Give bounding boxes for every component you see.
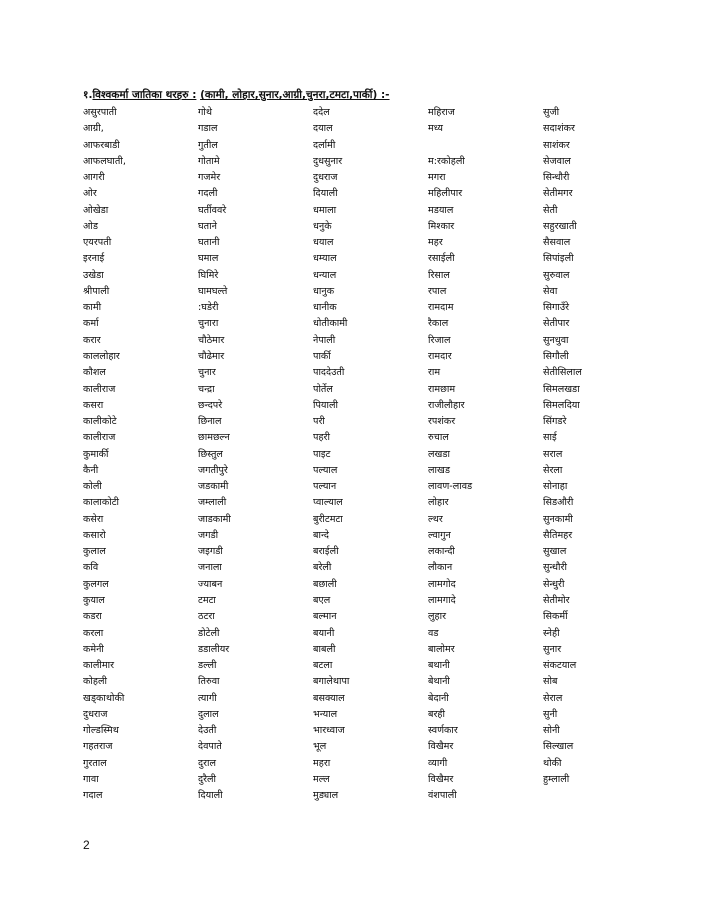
surname-cell: कोली <box>83 481 102 493</box>
surname-cell: कामी <box>83 302 102 314</box>
surname-cell: मध्य <box>428 123 443 135</box>
surname-cell: घिमिरे <box>198 269 219 281</box>
surname-cell: सिगाउँरे <box>543 302 570 314</box>
surname-cell: कौशल <box>83 367 106 379</box>
surname-cell: आफलघाती, <box>83 155 126 167</box>
surname-cell: घताने <box>198 220 217 232</box>
surname-cell: गुरताल <box>83 757 107 769</box>
surname-cell: बेथानी <box>428 676 450 688</box>
surname-cell: कर्मा <box>83 318 99 330</box>
surname-cell: सेतीसिलाल <box>543 367 582 379</box>
surname-cell: रुचाल <box>428 432 449 444</box>
surname-cell: धनुके <box>313 220 332 232</box>
surname-cell: काललोहार <box>83 350 120 362</box>
surname-cell: चौढेमार <box>198 350 225 362</box>
surname-cell <box>428 138 543 154</box>
surname-cell: राम <box>428 367 441 379</box>
surname-cell: घर्तीववरे <box>198 204 227 216</box>
surname-cell: पियाली <box>313 399 338 411</box>
surname-cell: चुनार <box>198 367 216 379</box>
surname-cell: गोल्डस्मिथ <box>83 725 119 737</box>
surname-cell: स्वर्णकार <box>428 725 458 737</box>
surname-cell: विखैमर <box>428 773 454 785</box>
surname-cell: देवपाते <box>198 741 222 753</box>
surname-cell: पाइट <box>313 448 331 460</box>
surname-cell: त्यागी <box>198 692 217 704</box>
surname-cell: बल्मान <box>313 611 337 623</box>
surname-cell: सुखाल <box>543 546 567 558</box>
surname-cell: मुड्याल <box>313 790 339 802</box>
surname-cell: सोब <box>543 676 558 688</box>
surname-cell: सिगौली <box>543 350 569 362</box>
surname-cell: लाखड <box>428 464 450 476</box>
surname-cell: मडयाल <box>428 204 454 216</box>
surname-cell: स्नेही <box>543 627 560 639</box>
surname-cell: महिलीपार <box>428 188 463 200</box>
surname-cell: कालीराज <box>83 383 116 395</box>
surname-cell: साशंकर <box>543 139 570 151</box>
surname-cell: थोकी <box>543 757 562 769</box>
surname-cell: गजमेर <box>198 172 221 184</box>
surname-cell: डल्ली <box>198 660 217 672</box>
heading-title: विश्वकर्मा जातिका थरहरु : <box>92 89 197 101</box>
surname-cell: छिस्तुल <box>198 448 223 460</box>
surname-cell: बान्दे <box>313 529 330 541</box>
surname-cell: दर्लामी <box>313 139 336 151</box>
surname-cell: ज्याबन <box>198 578 223 590</box>
surname-cell: रामदार <box>428 350 452 362</box>
surname-cell: सहुरखाती <box>543 220 577 232</box>
surname-cell: :घडेरी <box>198 302 219 314</box>
surname-cell: बथानी <box>428 660 450 672</box>
surname-cell: जम्लाली <box>198 497 227 509</box>
surname-cell: जाडकामी <box>198 513 231 525</box>
surname-cell: सिंगडरे <box>543 416 567 428</box>
surname-cell: खड्काथोकी <box>83 692 125 704</box>
surname-cell: सिपांइली <box>543 253 574 265</box>
surname-cell: रैकाल <box>428 318 449 330</box>
surname-cell: जइगडी <box>198 546 223 558</box>
surname-cell: मिश्कार <box>428 220 455 232</box>
surname-cell: रामछाम <box>428 383 456 395</box>
surname-cell: देउती <box>198 725 217 737</box>
surname-cell: धम्याल <box>313 253 337 265</box>
page-number: 2 <box>83 838 90 852</box>
surname-cell: म:रकोहली <box>428 155 465 167</box>
surname-cell: सिन्धौरी <box>543 172 570 184</box>
surname-cell: कुलाल <box>83 546 106 558</box>
surname-cell: सदाशंकर <box>543 123 575 135</box>
surname-cell: बयानी <box>313 627 335 639</box>
surname-cell: जगतीपुरे <box>198 464 228 476</box>
surname-cell: सुनकामी <box>543 513 573 525</box>
surname-cell: धमाला <box>313 204 337 216</box>
surname-cell: धयाल <box>313 237 334 249</box>
surname-cell: लोहार <box>428 497 449 509</box>
heading-detail: (कामी, लोहार,सुनार,आग्री,चुनरा,टमटा,पार्की) :- <box>200 89 390 101</box>
surname-cell: जगडी <box>198 529 219 541</box>
surname-cell: आगरी <box>83 172 105 184</box>
surname-cell: सेजवाल <box>543 155 571 167</box>
surname-cell: साई <box>543 432 557 444</box>
surname-cell: लुहार <box>428 611 447 623</box>
surname-cell: सोनी <box>543 725 560 737</box>
surname-cell: पाददेउती <box>313 367 345 379</box>
surname-cell: दुराल <box>198 757 217 769</box>
surname-cell: लखडा <box>428 448 450 460</box>
surname-cell: बरही <box>428 708 445 720</box>
surname-cell: रामदाम <box>428 302 454 314</box>
surname-cell: सेराल <box>543 692 563 704</box>
surname-cell: ल्थर <box>428 513 443 525</box>
surname-cell: सिमलखडा <box>543 383 580 395</box>
surname-cell: भूल <box>313 741 327 753</box>
surname-cell: बटला <box>313 660 333 672</box>
surname-cell: बाबली <box>313 643 336 655</box>
surname-cell: तिरुवा <box>198 676 220 688</box>
surname-cell: भारध्वाज <box>313 725 345 737</box>
surname-cell: असुरपाती <box>83 107 117 118</box>
surname-cell: जनाला <box>198 562 222 574</box>
surname-cell: धानीक <box>313 302 337 314</box>
surname-cell: कुलगल <box>83 578 109 590</box>
surname-cell: आग्री, <box>83 123 104 135</box>
surname-cell: कसेरा <box>83 513 104 525</box>
surname-cell: राजीलौहार <box>428 399 465 411</box>
surname-cell: कालीराज <box>83 432 116 444</box>
surname-cell: गुतील <box>198 139 218 151</box>
surname-cell: महिराज <box>428 107 455 118</box>
surname-cell: हुम्लाली <box>543 773 570 785</box>
surname-cell: चुनारा <box>198 318 219 330</box>
surname-cell: सैसवाल <box>543 237 571 249</box>
surname-cell: लावण-लावड <box>428 481 473 493</box>
surname-cell: कालीकोटे <box>83 416 117 428</box>
surname-cell: सेरला <box>543 464 563 476</box>
surname-cell: बेदानी <box>428 692 449 704</box>
surname-cell: दियाली <box>198 790 223 802</box>
surname-cell: छिनाल <box>198 416 222 428</box>
surname-cell: रपाल <box>428 285 447 297</box>
surname-cell: संकटयाल <box>543 660 577 672</box>
surname-cell: नेपाली <box>313 334 336 346</box>
surname-cell: करार <box>83 334 101 346</box>
surname-cell: महरा <box>313 757 331 769</box>
surname-cell: रपशंकर <box>428 416 456 428</box>
surname-cell: बछाली <box>313 578 337 590</box>
surname-cell: कमेनी <box>83 643 104 655</box>
surname-cell: एयरपती <box>83 237 112 249</box>
surname-cell: पार्की <box>313 350 331 362</box>
surname-cell: सिल्खाल <box>543 741 574 753</box>
surname-cell: सोनाहा <box>543 481 568 493</box>
surname-cell: सुनी <box>543 708 558 720</box>
surname-cell: चन्द्रा <box>198 383 215 395</box>
surname-cell: सेवा <box>543 285 558 297</box>
surname-cell: कालीमार <box>83 660 114 672</box>
surname-cell: पहरी <box>313 432 330 444</box>
surname-cell: पल्याल <box>313 464 338 476</box>
surname-cell: बसक्याल <box>313 692 345 704</box>
surname-cell: डडालीयर <box>198 643 230 655</box>
surname-cell: सिमलदिया <box>543 399 580 411</box>
surname-cell: प्वाल्याल <box>313 497 343 509</box>
surname-cell: कोहली <box>83 676 107 688</box>
surname-cell: पोर्तेल <box>313 383 333 395</box>
surname-cell: पल्यान <box>313 481 337 493</box>
surname-cell: टमटा <box>198 594 216 606</box>
surname-cell: सैतिमहर <box>543 529 573 541</box>
surname-cell: सुजी <box>543 107 560 118</box>
surname-cell: परी <box>313 416 325 428</box>
surname-cell: इरनाई <box>83 253 105 265</box>
surname-cell: सुनार <box>543 643 562 655</box>
surname-cell: दुरैली <box>198 773 217 785</box>
surname-cell: ठटरा <box>198 611 215 623</box>
surname-cell: लामगोद <box>428 578 456 590</box>
surname-cell: रिजाल <box>428 334 451 346</box>
surname-cell: कडरा <box>83 611 102 623</box>
surname-cell: करला <box>83 627 104 639</box>
surname-cell: ददेल <box>313 107 330 118</box>
surname-cell: ओर <box>83 188 97 200</box>
surname-cell: कालाकोटी <box>83 497 120 509</box>
surname-cell: बुरीटमटा <box>313 513 343 525</box>
surname-cell: सेन्धुरी <box>543 578 565 590</box>
surname-cell: दुधराज <box>313 172 338 184</box>
surname-cell: मल्ल <box>313 773 330 785</box>
surname-cell: धन्याल <box>313 269 337 281</box>
surname-cell: श्रीपाली <box>83 285 110 297</box>
surname-cell: कुयाल <box>83 594 105 606</box>
section-heading <box>83 89 390 102</box>
surname-cell: लामगादे <box>428 594 456 606</box>
surname-cell: लकान्दी <box>428 546 455 558</box>
surname-cell: सेतीमगर <box>543 188 573 200</box>
surname-cell: सेतीमोर <box>543 594 570 606</box>
surname-cell: महर <box>428 237 443 249</box>
surname-cell: गोथे <box>198 107 213 118</box>
surname-cell: आफरबाडी <box>83 139 120 151</box>
surname-table <box>83 105 643 804</box>
surname-cell: दुधराज <box>83 708 108 720</box>
surname-cell: चौठेमार <box>198 334 225 346</box>
surname-cell: धानुक <box>313 285 335 297</box>
surname-cell: गोतामे <box>198 155 220 167</box>
surname-cell: सिडऔरी <box>543 497 574 509</box>
surname-cell: छामछल्न <box>198 432 230 444</box>
surname-cell: गहतराज <box>83 741 113 753</box>
surname-cell: लौकान <box>428 562 453 574</box>
surname-cell: कसरा <box>83 399 104 411</box>
surname-cell: सिकर्मी <box>543 611 568 623</box>
surname-cell: बरेली <box>313 562 332 574</box>
surname-cell: विखैमर <box>428 741 454 753</box>
surname-cell: दियाली <box>313 188 338 200</box>
surname-cell: बराईली <box>313 546 339 558</box>
surname-cell: कवि <box>83 562 99 574</box>
surname-cell: बालोमर <box>428 643 455 655</box>
surname-cell: ल्वागुन <box>428 529 451 541</box>
surname-cell: व्यागी <box>428 757 448 769</box>
surname-cell: बएल <box>313 594 331 606</box>
surname-cell: दुलाल <box>198 708 219 720</box>
surname-cell: धोतीकामी <box>313 318 348 330</box>
surname-cell: सुरुवाल <box>543 269 570 281</box>
surname-cell: मगरा <box>428 172 446 184</box>
surname-cell: सुनधुवा <box>543 334 569 346</box>
surname-cell: कैनी <box>83 464 99 476</box>
surname-cell: ओड <box>83 220 98 232</box>
surname-cell: दयाल <box>313 123 333 135</box>
surname-cell <box>543 788 643 804</box>
surname-cell: सेतीपार <box>543 318 570 330</box>
surname-cell: बगालेथापा <box>313 676 350 688</box>
surname-cell: दुधसुनार <box>313 155 343 167</box>
surname-cell: कुमार्की <box>83 448 109 460</box>
surname-cell: डोटेली <box>198 627 220 639</box>
surname-cell: कसारो <box>83 529 106 541</box>
surname-cell: गदाल <box>83 790 103 802</box>
surname-cell: गदली <box>198 188 218 200</box>
surname-cell: घमाल <box>198 253 219 265</box>
surname-cell: सुन्धौरी <box>543 562 567 574</box>
surname-cell: सेती <box>543 204 558 216</box>
surname-cell: जडकामी <box>198 481 229 493</box>
surname-cell: उखेडा <box>83 269 104 281</box>
surname-cell: गडाल <box>198 123 218 135</box>
surname-cell: रसाईली <box>428 253 455 265</box>
surname-cell: ओखेडा <box>83 204 109 216</box>
surname-cell: वंशपाली <box>428 790 457 802</box>
surname-cell: रिसाल <box>428 269 450 281</box>
surname-cell: छन्दपरे <box>198 399 223 411</box>
heading-number: १. <box>83 89 93 101</box>
surname-cell: भन्याल <box>313 708 338 720</box>
surname-cell: वड <box>428 627 439 639</box>
surname-cell: गावा <box>83 773 99 785</box>
surname-cell: सराल <box>543 448 563 460</box>
surname-cell: घामघल्ते <box>198 285 228 297</box>
surname-cell: घतानी <box>198 237 220 249</box>
